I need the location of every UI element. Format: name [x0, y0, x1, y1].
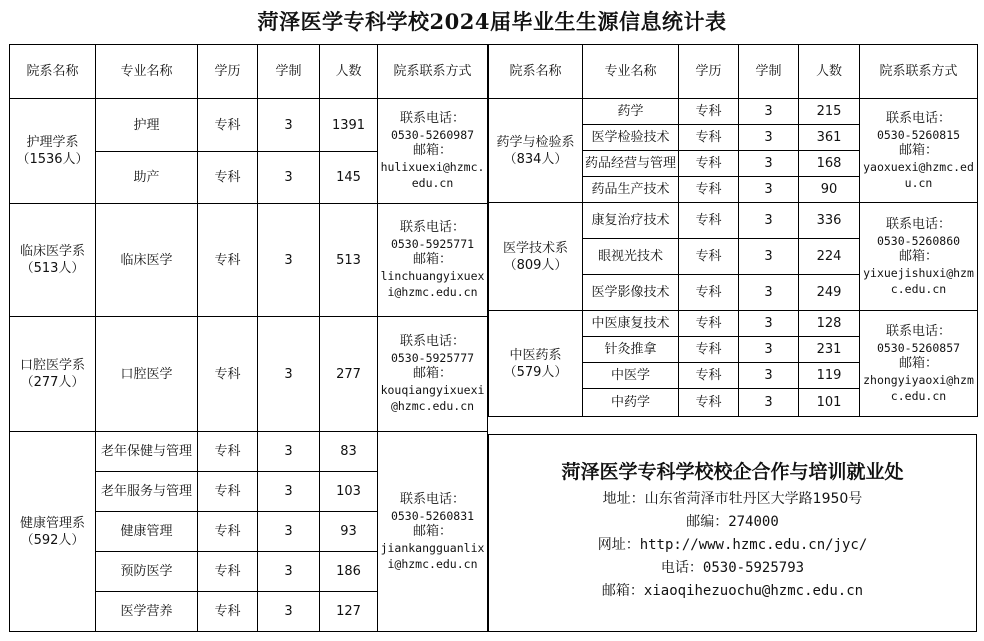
cell-num: 103	[320, 472, 378, 512]
dept-contact	[860, 311, 978, 417]
email-address[interactable]: hulixuexi@hzmc.edu.cn	[380, 160, 485, 190]
office-website[interactable]: 网址：http://www.hzmc.edu.cn/jyc/	[597, 537, 868, 553]
phone-label: 联系电话：	[399, 491, 465, 507]
cell-years: 3	[258, 552, 320, 592]
column-header: 学制	[258, 45, 320, 99]
table-row	[10, 204, 488, 317]
cell-degree: 专科	[198, 472, 258, 512]
table-row	[489, 311, 978, 337]
cell-num: 361	[799, 125, 860, 151]
column-header: 学历	[679, 45, 739, 99]
cell-num: 90	[799, 177, 860, 203]
dept-cell	[10, 317, 96, 432]
office-phone: 电话：0530-5925793	[660, 560, 805, 576]
cell-num: 513	[320, 204, 378, 317]
cell-num: 224	[799, 239, 860, 275]
cell-major: 预防医学	[96, 552, 198, 592]
cell-years: 3	[739, 311, 799, 337]
cell-years: 3	[739, 203, 799, 239]
cell-num: 336	[799, 203, 860, 239]
office-email[interactable]: 邮箱：xiaoqihezuochu@hzmc.edu.cn	[601, 583, 864, 599]
cell-major: 老年服务与管理	[96, 472, 198, 512]
cell-num: 277	[320, 317, 378, 432]
cell-num: 231	[799, 337, 860, 363]
cell-years: 3	[739, 337, 799, 363]
cell-num: 215	[799, 99, 860, 125]
table-row	[489, 99, 978, 125]
header-row	[10, 45, 488, 99]
dept-count: （277人）	[20, 375, 85, 390]
cell-years: 3	[739, 125, 799, 151]
email-label: 邮箱：	[412, 143, 452, 158]
cell-years: 3	[739, 99, 799, 125]
dept-cell	[10, 432, 96, 632]
email-address[interactable]: yaoxuexi@hzmc.edu.cn	[863, 159, 974, 190]
cell-degree: 专科	[679, 151, 739, 177]
cell-num: 127	[320, 592, 378, 632]
cell-num: 1391	[320, 99, 378, 152]
table-row	[10, 432, 488, 472]
column-header: 专业名称	[96, 45, 198, 99]
dept-contact	[860, 99, 978, 203]
cell-years: 3	[258, 512, 320, 552]
cell-years: 3	[258, 152, 320, 204]
cell-years: 3	[739, 239, 799, 275]
email-label: 邮箱：	[898, 142, 938, 158]
office-postcode: 邮编：274000	[686, 514, 779, 530]
phone-number: 0530-5260987	[390, 128, 475, 142]
cell-degree: 专科	[198, 592, 258, 632]
cell-degree: 专科	[679, 337, 739, 363]
dept-name: 中医药系	[509, 347, 562, 363]
cell-years: 3	[739, 389, 799, 417]
office-name: 菏泽医学专科学校校企合作与培训就业处	[561, 461, 904, 483]
cell-num: 128	[799, 311, 860, 337]
phone-label: 联系电话：	[885, 216, 951, 232]
email-address[interactable]: kouqiangyixuexi@hzmc.edu.cn	[380, 383, 485, 413]
cell-degree: 专科	[679, 177, 739, 203]
cell-degree: 专科	[679, 99, 739, 125]
dept-name: 口腔医学系	[19, 358, 85, 373]
cell-major: 口腔医学	[96, 317, 198, 432]
cell-major: 药学	[583, 99, 679, 125]
cell-years: 3	[739, 177, 799, 203]
cell-num: 168	[799, 151, 860, 177]
cell-major: 医学影像技术	[583, 275, 679, 311]
email-label: 邮箱：	[898, 355, 938, 371]
cell-num: 93	[320, 512, 378, 552]
dept-contact	[378, 432, 488, 632]
cell-degree: 专科	[198, 552, 258, 592]
cell-degree: 专科	[198, 317, 258, 432]
cell-degree: 专科	[679, 363, 739, 389]
dept-name: 医学技术系	[502, 240, 568, 256]
cell-major: 康复治疗技术	[583, 203, 679, 239]
cell-years: 3	[739, 151, 799, 177]
column-header: 学历	[198, 45, 258, 99]
cell-years: 3	[258, 317, 320, 432]
phone-number: 0530-5925771	[390, 237, 475, 251]
dept-contact	[860, 203, 978, 311]
phone-label: 联系电话：	[885, 110, 951, 126]
cell-major: 医学营养	[96, 592, 198, 632]
cell-major: 健康管理	[96, 512, 198, 552]
cell-major: 针灸推拿	[583, 337, 679, 363]
email-label: 邮箱：	[412, 252, 452, 267]
table-row	[10, 99, 488, 152]
cell-degree: 专科	[198, 512, 258, 552]
dept-count: （513人）	[20, 261, 85, 276]
cell-degree: 专科	[679, 239, 739, 275]
column-header: 专业名称	[583, 45, 679, 99]
cell-degree: 专科	[679, 311, 739, 337]
phone-label: 联系电话：	[399, 111, 465, 126]
cell-major: 中药学	[583, 389, 679, 417]
cell-years: 3	[258, 472, 320, 512]
dept-name: 护理学系	[26, 135, 79, 150]
office-info-box	[488, 434, 977, 632]
table-row	[489, 203, 978, 239]
cell-years: 3	[258, 432, 320, 472]
email-address[interactable]: yixuejishuxi@hzmc.edu.cn	[863, 265, 974, 296]
cell-degree: 专科	[198, 204, 258, 317]
phone-number: 0530-5925777	[390, 351, 475, 365]
cell-years: 3	[258, 204, 320, 317]
dept-contact	[378, 99, 488, 204]
dept-name: 健康管理系	[19, 515, 85, 531]
phone-label: 联系电话：	[399, 220, 465, 235]
dept-count: （809人）	[503, 257, 568, 273]
cell-degree: 专科	[679, 125, 739, 151]
cell-major: 中医康复技术	[583, 311, 679, 337]
phone-label: 联系电话：	[885, 323, 951, 339]
cell-num: 119	[799, 363, 860, 389]
cell-degree: 专科	[679, 389, 739, 417]
left-table	[9, 44, 488, 632]
column-header: 人数	[799, 45, 860, 99]
dept-contact	[378, 204, 488, 317]
column-header: 院系名称	[10, 45, 96, 99]
cell-num: 186	[320, 552, 378, 592]
dept-count: （1536人）	[16, 152, 89, 167]
dept-count: （834人）	[503, 151, 568, 167]
cell-years: 3	[739, 275, 799, 311]
cell-major: 助产	[96, 152, 198, 204]
phone-number: 0530-5260831	[390, 508, 475, 523]
cell-years: 3	[258, 592, 320, 632]
cell-degree: 专科	[679, 203, 739, 239]
column-header: 人数	[320, 45, 378, 99]
cell-major: 护理	[96, 99, 198, 152]
cell-years: 3	[258, 99, 320, 152]
office-address: 地址：山东省菏泽市牡丹区大学路1950号	[602, 491, 863, 507]
dept-count: （592人）	[20, 532, 85, 548]
column-header: 学制	[739, 45, 799, 99]
email-label: 邮箱：	[412, 523, 452, 539]
cell-major: 临床医学	[96, 204, 198, 317]
cell-major: 老年保健与管理	[96, 432, 198, 472]
dept-name: 药学与检验系	[496, 134, 575, 150]
cell-num: 145	[320, 152, 378, 204]
cell-degree: 专科	[679, 275, 739, 311]
page-title: 菏泽医学专科学校2024届毕业生生源信息统计表	[257, 9, 727, 34]
email-label: 邮箱：	[412, 366, 452, 381]
dept-cell	[489, 311, 583, 417]
column-header: 院系联系方式	[860, 45, 978, 99]
phone-number: 0530-5260857	[876, 340, 961, 355]
dept-count: （579人）	[503, 364, 568, 380]
email-label: 邮箱：	[898, 248, 938, 264]
dept-cell	[10, 204, 96, 317]
cell-num: 249	[799, 275, 860, 311]
cell-num: 83	[320, 432, 378, 472]
cell-major: 中医学	[583, 363, 679, 389]
cell-degree: 专科	[198, 99, 258, 152]
phone-number: 0530-5260815	[876, 127, 961, 142]
column-header: 院系联系方式	[378, 45, 488, 99]
cell-degree: 专科	[198, 432, 258, 472]
dept-cell	[10, 99, 96, 204]
email-address[interactable]: jiankangguanlixi@hzmc.edu.cn	[380, 540, 485, 571]
cell-major: 药品生产技术	[583, 177, 679, 203]
right-table	[488, 44, 978, 417]
dept-name: 临床医学系	[19, 244, 85, 259]
phone-label: 联系电话：	[399, 334, 465, 349]
dept-contact	[378, 317, 488, 432]
cell-major: 眼视光技术	[583, 239, 679, 275]
cell-major: 医学检验技术	[583, 125, 679, 151]
cell-degree: 专科	[198, 152, 258, 204]
dept-cell	[489, 203, 583, 311]
cell-major: 药品经营与管理	[583, 151, 679, 177]
email-address[interactable]: linchuangyixuexi@hzmc.edu.cn	[380, 269, 485, 299]
cell-years: 3	[739, 363, 799, 389]
phone-number: 0530-5260860	[876, 233, 961, 248]
table-row	[10, 317, 488, 432]
email-address[interactable]: zhongyiyaoxi@hzmc.edu.cn	[863, 372, 974, 403]
dept-cell	[489, 99, 583, 203]
header-row	[489, 45, 978, 99]
cell-num: 101	[799, 389, 860, 417]
column-header: 院系名称	[489, 45, 583, 99]
